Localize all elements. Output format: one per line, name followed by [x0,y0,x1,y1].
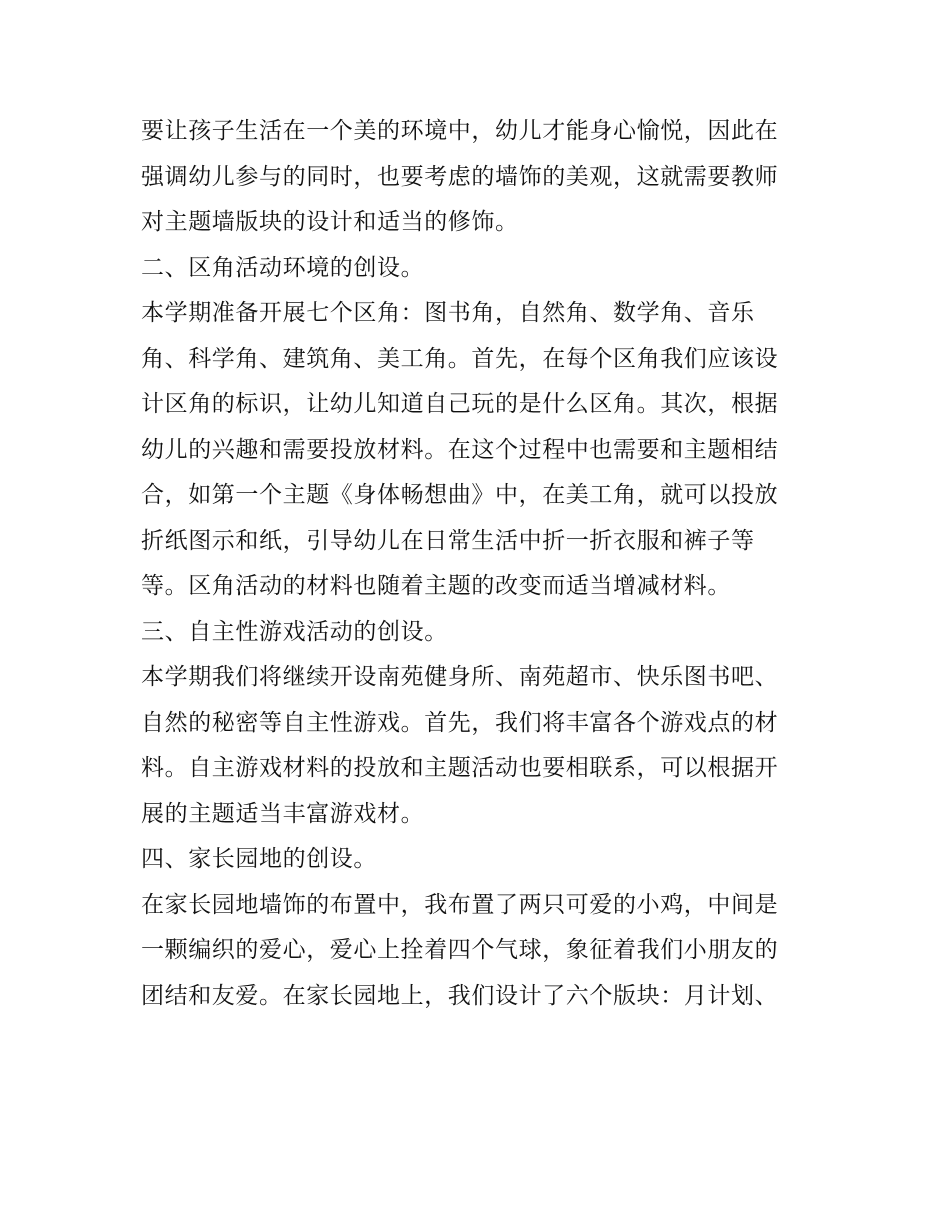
text-line: 计区角的标识，让幼儿知道自己玩的是什么区角。其次，根据 [141,391,779,417]
text-line: 合，如第一个主题《身体畅想曲》中，在美工角，就可以投放 [141,482,779,508]
text-line: 要让孩子生活在一个美的环境中，幼儿才能身心愉悦，因此在 [141,118,779,144]
section-heading: 四、家长园地的创设。 [141,846,377,872]
text-line: 等。区角活动的材料也随着主题的改变而适当增减材料。 [141,573,731,599]
text-line: 一颗编织的爱心，爱心上拴着四个气球，象征着我们小朋友的 [141,937,779,963]
text-line: 在家长园地墙饰的布置中，我布置了两只可爱的小鸡，中间是 [141,891,779,918]
text-line: 对主题墙版块的设计和适当的修饰。 [141,209,519,235]
text-line: 本学期我们将继续开设南苑健身所、南苑超市、快乐图书吧、 [141,664,779,690]
section-heading: 三、自主性游戏活动的创设。 [141,618,448,645]
text-line: 强调幼儿参与的同时，也要考虑的墙饰的美观，这就需要教师 [141,163,779,190]
text-line: 展的主题适当丰富游戏材。 [141,800,425,827]
text-line: 角、科学角、建筑角、美工角。首先，在每个区角我们应该设 [141,345,779,372]
text-line: 料。自主游戏材料的投放和主题活动也要相联系，可以根据开 [141,755,779,781]
text-line: 自然的秘密等自主性游戏。首先，我们将丰富各个游戏点的材 [141,709,779,736]
text-line: 幼儿的兴趣和需要投放材料。在这个过程中也需要和主题相结 [141,436,779,463]
section-heading: 二、区角活动环境的创设。 [141,254,425,281]
document-body [141,109,821,1019]
text-line: 折纸图示和纸，引导幼儿在日常生活中折一折衣服和裤子等 [141,527,755,554]
text-line: 团结和友爱。在家长园地上，我们设计了六个版块：月计划、 [141,982,779,1009]
text-line: 本学期准备开展七个区角：图书角，自然角、数学角、音乐 [141,300,755,326]
